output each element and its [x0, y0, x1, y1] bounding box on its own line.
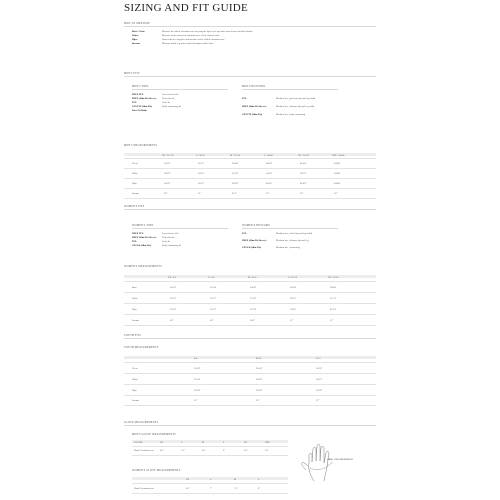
youth-measurements-heading: YOUTH MEASUREMENTS [124, 346, 159, 349]
table-row [124, 158, 376, 159]
table-cell: 37-39" [250, 308, 257, 311]
table-cell: 36-37" [198, 162, 205, 165]
youth-fits-heading: YOUTH FITS [124, 334, 142, 337]
column-header: XS [186, 477, 190, 481]
table-cell: 34-35" [164, 182, 171, 185]
divider [242, 89, 338, 90]
how-to-label: Bust / Chest: [132, 30, 146, 33]
fit-label: FIT: [132, 101, 137, 104]
column-header: XL [244, 440, 248, 444]
table-row [132, 455, 288, 456]
table-cell: 38-40" [232, 162, 239, 165]
table-cell: 44-46" [334, 182, 341, 185]
table-row [124, 188, 376, 189]
column-header: L [258, 477, 260, 481]
column-header: L [223, 440, 225, 444]
row-label: Waist [132, 172, 138, 175]
table-cell: 32" [300, 192, 304, 195]
row-label: Hips [132, 308, 137, 311]
table-row [124, 362, 376, 363]
fit-label: FIT: [242, 97, 247, 100]
table-cell: 42-44" [300, 162, 307, 165]
divider [132, 89, 228, 90]
table-row [124, 281, 376, 282]
table-row [124, 395, 376, 396]
how-to-text: Measure inside leg from crotch through to ankle bone. [162, 42, 214, 45]
mens-glove-heading: MEN'S GLOVE MEASUREMENTS [132, 433, 176, 436]
table-cell: 34-35" [164, 162, 171, 165]
table-cell: 23-25" [170, 297, 177, 300]
column-header: L / 34-36 [264, 153, 273, 157]
womens-tops-heading: WOMEN'S TOPS [132, 224, 154, 227]
mens-measurements-heading: MEN'S MEASUREMENTS [124, 144, 158, 147]
table-cell: 8" [258, 487, 261, 490]
column-header: M [234, 477, 237, 481]
fit-label: FREE (Slim Fit Sleeve): [242, 239, 267, 242]
table-cell: 26-28" [194, 389, 201, 392]
table-cell: 25" [194, 399, 198, 402]
mens-tops-heading: MEN'S TOPS [132, 85, 149, 88]
table-cell: 36-37" [300, 172, 307, 175]
size-guide-page [124, 0, 376, 500]
table-cell: 26-28" [194, 367, 201, 370]
table-cell: 25-27" [210, 297, 217, 300]
table-cell: 27" [316, 399, 320, 402]
mens-fits-heading: MEN'S FITS [124, 72, 140, 75]
column-header: XXL [265, 440, 270, 444]
hand-circumference-label: HAND CIRCUMFERENCE [327, 459, 354, 461]
fit-text: Medium rise, body contouring [276, 113, 306, 116]
table-row [124, 303, 376, 304]
table-row [132, 493, 288, 494]
table-cell: 9.5" [244, 449, 248, 452]
table-row [132, 483, 288, 484]
column-header: XS [160, 440, 164, 444]
fit-label: GPS Fit (Slim Fit): [242, 246, 262, 249]
table-cell: 39-41" [290, 308, 297, 311]
how-to-measure-heading: HOW TO MEASURE [124, 22, 151, 25]
how-to-label: Waist: [132, 34, 139, 37]
divider [124, 76, 376, 77]
table-cell: 44-46" [334, 162, 341, 165]
fit-label: GPS FIT (Slim Fit): [132, 105, 153, 108]
how-to-text: Measure at the narrowest circumference of the natural waist. [162, 34, 220, 37]
table-cell: 27-29" [250, 297, 257, 300]
table-row [124, 168, 376, 169]
fit-text: Medium rise, slimmer hip and leg [276, 239, 309, 242]
column-header: L / 12-14 [288, 275, 297, 279]
table-cell: 8.5" [202, 449, 206, 452]
column-header: S / 30-32 [196, 153, 205, 157]
table-cell: 24-26" [256, 378, 263, 381]
column-header: M / 8-10 [248, 275, 257, 279]
fit-label: FREE (Slim Fit Sleeve): [242, 105, 267, 108]
table-cell: 28-30" [256, 389, 263, 392]
table-cell: 38-40" [334, 172, 341, 175]
fit-text: Trim slim fit [162, 97, 175, 100]
how-to-text: Stand with feet together and measure at the widest circumference. [162, 38, 226, 41]
womens-bottoms-heading: WOMEN'S BOTTOMS [242, 224, 270, 227]
table-row [124, 384, 376, 385]
column-header: S [181, 440, 183, 444]
fit-label: GPS Fit (Slim Fit): [132, 244, 152, 247]
how-to-label: Inseam: [132, 42, 141, 45]
row-label: Inseam [132, 319, 139, 322]
divider [124, 209, 376, 210]
table-header-bar [124, 356, 376, 359]
fit-label: FREE FIT: [132, 93, 144, 96]
fit-label: FREE (Slim Fit Sleeve): [132, 236, 157, 239]
table-cell: 40-42" [266, 162, 273, 165]
row-label: Inseam [132, 399, 139, 402]
table-cell: 30-32" [316, 367, 323, 370]
table-cell: 30.5" [250, 319, 256, 322]
table-cell: 7" [210, 487, 213, 490]
fit-label: FIT: [132, 240, 137, 243]
table-cell: 31.5" [232, 192, 238, 195]
row-label: Inseam [132, 192, 139, 195]
table-cell: 31" [198, 192, 202, 195]
fit-text: Loose/relaxed fit [162, 93, 179, 96]
table-cell: 32" [266, 192, 270, 195]
column-header: US SIZE [134, 440, 143, 444]
womens-measurements-heading: WOMEN'S MEASUREMENTS [124, 265, 162, 268]
table-cell: 28-29" [164, 172, 171, 175]
fit-text: Medium rise, slimmer hip and leg width [276, 105, 315, 108]
column-header: XL / 16-18 [328, 275, 339, 279]
table-cell: 30-32" [170, 286, 177, 289]
row-label: Bust [132, 286, 137, 289]
row-label: Waist [132, 378, 138, 381]
table-cell: 34-36" [250, 286, 257, 289]
table-row [124, 325, 376, 326]
divider [242, 228, 338, 229]
divider [124, 425, 376, 426]
table-cell: 10" [265, 449, 269, 452]
table-cell: 23-24" [194, 378, 201, 381]
table-cell: 30" [164, 192, 168, 195]
womens-glove-heading: WOMEN'S GLOVE MEASUREMENTS [132, 469, 181, 472]
table-cell: 7.5" [181, 449, 185, 452]
table-cell: 30-32" [316, 389, 323, 392]
column-header: XS / 0-2 [168, 275, 177, 279]
table-cell: 36-38" [290, 286, 297, 289]
column-header: L/12 [316, 356, 321, 360]
divider [132, 228, 228, 229]
fit-text: Medium rise, contouring [276, 246, 300, 249]
column-header: M / 32-34 [230, 153, 240, 157]
page-title: SIZING AND FIT GUIDE [124, 2, 249, 14]
fit-text: Trim slim fit [162, 236, 175, 239]
table-cell: 6.5" [160, 449, 164, 452]
divider [124, 26, 376, 27]
table-cell: 35-37" [210, 308, 217, 311]
fit-text: Medium rise, generous hip and leg width [276, 97, 316, 100]
table-cell: 7.5" [234, 487, 238, 490]
table-cell: 40-41" [266, 182, 273, 185]
column-header: XS / 28 / 30 [162, 153, 174, 157]
glove-measurements-heading: GLOVE MEASUREMENTS [124, 421, 159, 424]
fit-text: Loose/relaxed fit [162, 232, 179, 235]
fit-label: GPS FIT (Slim Fit): [242, 113, 263, 116]
column-header: XL / 36-38 [298, 153, 309, 157]
table-cell: 38-40" [330, 286, 337, 289]
fit-text: Semi-fit [162, 101, 170, 104]
fit-text: Semi-fit [162, 240, 170, 243]
table-cell: 31-33" [330, 297, 337, 300]
row-label: Waist [132, 297, 138, 300]
fit-label: FREE FIT: [132, 232, 144, 235]
row-label: Chest [132, 162, 138, 165]
table-row [124, 292, 376, 293]
fit-label: FIT: [242, 232, 247, 235]
row-label: Hand Circumference [134, 487, 154, 490]
table-cell: 29-31" [290, 297, 297, 300]
table-cell: 38-39" [232, 182, 239, 185]
column-header: S / 4-6 [208, 275, 215, 279]
table-cell: 36-37" [198, 182, 205, 185]
table-cell: 30" [210, 319, 214, 322]
table-row [132, 446, 288, 447]
row-label: Chest [132, 367, 138, 370]
row-label: Hips [132, 389, 137, 392]
divider [124, 338, 376, 339]
table-cell: 32-33" [232, 172, 239, 175]
table-row [124, 178, 376, 179]
table-cell: 31" [330, 319, 334, 322]
column-header: S [210, 477, 212, 481]
hand-illustration [300, 441, 354, 485]
table-cell: 34-35" [266, 172, 273, 175]
column-header: XXL / 38-40 [332, 153, 345, 157]
table-cell: 26-27" [316, 378, 323, 381]
womens-fits-heading: WOMEN'S FITS [124, 205, 145, 208]
table-cell: 32" [334, 192, 338, 195]
fit-label: FREE (Slim Fit Sleeve): [132, 97, 157, 100]
table-cell: 41-43" [330, 308, 337, 311]
table-cell: 26" [256, 399, 260, 402]
table-cell: 32-34" [210, 286, 217, 289]
table-cell: 6.5" [186, 487, 190, 490]
table-cell: 31" [290, 319, 294, 322]
table-cell: 28-30" [256, 367, 263, 370]
row-label: Hand Circumference [134, 449, 154, 452]
fit-label: Race Fit Body: [132, 109, 148, 112]
table-cell: 42-43" [300, 182, 307, 185]
how-to-text: Measure the fullest circumference keeping the tape level up under arms across shoulder blades. [162, 30, 254, 33]
fit-text: Body contouring fit [162, 244, 181, 247]
how-to-label: Hips: [132, 38, 138, 41]
column-header: M/10 [256, 356, 262, 360]
column-header: M [202, 440, 205, 444]
table-cell: 33-35" [170, 308, 177, 311]
table-row [124, 405, 376, 406]
table-row [124, 314, 376, 315]
table-row [124, 198, 376, 199]
table-row [124, 373, 376, 374]
table-cell: 30-31" [198, 172, 205, 175]
fit-text: Medium rise, wider hip and leg width [276, 232, 313, 235]
fit-text: Body contouring fit [162, 105, 181, 108]
table-cell: 30" [170, 319, 174, 322]
table-cell: 9" [223, 449, 226, 452]
row-label: Hips [132, 182, 137, 185]
mens-bottoms-heading: MEN'S BOTTOMS [242, 85, 266, 88]
column-header: S/8 [194, 356, 198, 360]
